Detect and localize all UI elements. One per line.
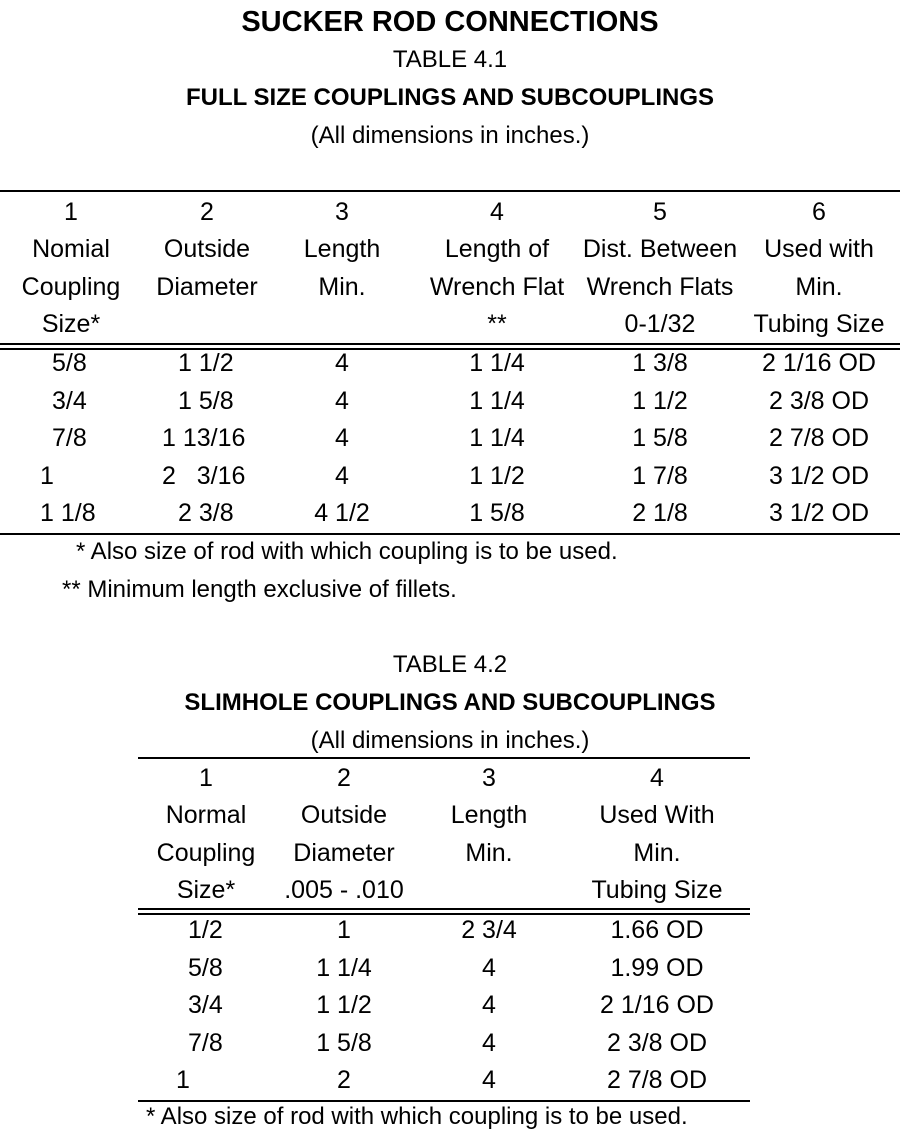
table1-note-1: * Also size of rod with which coupling is to be used. (76, 538, 618, 565)
table-cell: 1/2 (188, 916, 223, 944)
table-cell: 4 (482, 953, 496, 982)
column-header: 0-1/32 (624, 310, 696, 338)
table2-heading: SLIMHOLE COUPLINGS AND SUBCOUPLINGS (184, 689, 716, 716)
column-header: Wrench Flats (586, 272, 734, 301)
column-number: 2 (200, 198, 214, 226)
table-cell: 1 7/8 (632, 461, 688, 490)
table1-units: (All dimensions in inches.) (310, 122, 590, 149)
table-cell: 4 (335, 349, 349, 377)
table-cell: 4 (482, 991, 496, 1019)
table-cell: 1 5/8 (632, 424, 688, 452)
table-cell: 7/8 (188, 1028, 223, 1057)
column-header: ** (487, 310, 507, 338)
column-number: 4 (650, 764, 664, 792)
column-header: Length (303, 235, 381, 263)
column-number: 5 (653, 198, 667, 226)
table1-header-row (0, 306, 900, 344)
table-cell: 4 1/2 (314, 499, 370, 527)
column-header: Min. (633, 838, 681, 867)
table-cell: 5/8 (52, 349, 87, 377)
table-cell: 1 1/4 (469, 349, 525, 377)
column-header: Wrench Flat (429, 272, 565, 301)
table2-header-row (138, 872, 750, 910)
column-header: Coupling (156, 838, 256, 867)
table-cell: 1 (176, 1066, 190, 1094)
table1-header-row (0, 231, 900, 269)
table-cell: 1 5/8 (469, 499, 525, 527)
table-cell: 3/4 (188, 991, 223, 1019)
table-cell: 1 1/4 (316, 953, 372, 982)
document-title: SUCKER ROD CONNECTIONS (241, 6, 659, 38)
table-cell: 1.99 OD (610, 953, 704, 982)
column-header: Used with (764, 235, 874, 263)
table-cell: 1 13/16 (162, 424, 246, 452)
column-header: Used With (599, 801, 715, 829)
table-cell: 4 (335, 461, 349, 490)
table-cell: 1 5/8 (178, 386, 234, 415)
column-header: Dist. Between (582, 235, 738, 263)
table1-header-row (0, 269, 900, 307)
table-cell: 2 3/8 OD (768, 386, 870, 415)
table-cell: 2 3/16 (162, 461, 246, 490)
column-header: Outside (163, 235, 251, 263)
table2-header-row (138, 835, 750, 873)
column-header: Size* (41, 310, 101, 338)
table2-units: (All dimensions in inches.) (310, 727, 590, 754)
table-row (138, 1025, 750, 1063)
table-row (0, 495, 900, 533)
table-cell: 2 (337, 1066, 351, 1094)
table1-top-rule (0, 190, 900, 192)
table2-header (138, 759, 750, 910)
column-header: Min. (318, 272, 366, 301)
column-header: Tubing Size (753, 310, 885, 338)
column-header: Diameter (293, 838, 395, 867)
table-cell: 1 1/2 (469, 461, 525, 490)
table-cell: 1 1/4 (469, 386, 525, 415)
table-cell: 4 (335, 386, 349, 415)
table-cell: 5/8 (188, 953, 223, 982)
table-cell: 4 (482, 1066, 496, 1094)
table-cell: 1 1/8 (40, 499, 96, 527)
table1-note-2: ** Minimum length exclusive of fillets. (62, 576, 457, 603)
column-header: Size* (176, 876, 236, 904)
column-header: Diameter (156, 272, 258, 301)
table2 (138, 759, 750, 910)
table-cell: 4 (482, 1028, 496, 1057)
table-row (138, 912, 750, 950)
table-cell: 1 1/2 (316, 991, 372, 1019)
column-number: 1 (64, 198, 78, 226)
table1-body (0, 345, 900, 533)
table1-heading: FULL SIZE COUPLINGS AND SUBCOUPLINGS (185, 84, 715, 111)
table-cell: 1 1/2 (632, 386, 688, 415)
column-number: 6 (812, 198, 826, 226)
table2-body (138, 912, 750, 1100)
table-cell: 1 1/4 (469, 424, 525, 452)
column-number: 4 (490, 198, 504, 226)
table2-label: TABLE 4.2 (392, 651, 508, 678)
table-row (138, 987, 750, 1025)
column-header: Nomial (32, 235, 110, 263)
column-header: .005 - .010 (284, 876, 404, 904)
column-number: 2 (337, 764, 351, 792)
table-cell: 1 1/2 (178, 349, 234, 377)
table1 (0, 193, 900, 344)
table-cell: 1.66 OD (610, 916, 704, 944)
table-row (138, 1062, 750, 1100)
table2-column-number-row (138, 759, 750, 797)
table-cell: 1 (337, 916, 351, 944)
table-cell: 2 3/8 (178, 499, 234, 527)
table-cell: 2 1/16 OD (600, 991, 714, 1019)
table-cell: 3/4 (52, 386, 87, 415)
table1-column-number-row (0, 193, 900, 231)
table-cell: 3 1/2 OD (768, 461, 870, 490)
table-row (138, 950, 750, 988)
table-cell: 1 5/8 (316, 1028, 372, 1057)
column-number: 1 (199, 764, 213, 792)
table1-header (0, 193, 900, 344)
table-row (0, 420, 900, 458)
table-cell: 3 1/2 OD (768, 499, 870, 527)
column-header: Length (450, 801, 528, 829)
table-row (0, 345, 900, 383)
table2-note-1: * Also size of rod with which coupling is to be used. (146, 1103, 688, 1130)
column-header: Min. (795, 272, 843, 301)
column-header: Outside (300, 801, 388, 829)
table-cell: 1 (40, 461, 54, 490)
table1-label: TABLE 4.1 (392, 46, 508, 73)
column-number: 3 (335, 198, 349, 226)
column-header: Min. (465, 838, 513, 867)
table-row (0, 458, 900, 496)
column-header (414, 872, 564, 910)
table2-header-row (138, 797, 750, 835)
table-cell: 2 1/8 (632, 499, 688, 527)
table-cell: 2 7/8 OD (768, 424, 870, 452)
column-header (272, 306, 412, 344)
table-cell: 2 3/8 OD (606, 1028, 708, 1057)
table-cell: 7/8 (52, 424, 87, 452)
column-header: Coupling (21, 272, 121, 301)
column-header (142, 306, 272, 344)
table1-bottom-rule (0, 533, 900, 535)
column-header: Normal (165, 801, 247, 829)
column-number: 3 (482, 764, 496, 792)
table-cell: 2 1/16 OD (762, 349, 876, 377)
column-header: Tubing Size (591, 876, 723, 904)
column-header: Length of (444, 235, 550, 263)
table-cell: 2 3/4 (461, 916, 517, 944)
table-cell: 2 7/8 OD (606, 1066, 708, 1094)
table-row (0, 383, 900, 421)
table-cell: 1 3/8 (632, 349, 688, 377)
table-cell: 4 (335, 424, 349, 452)
